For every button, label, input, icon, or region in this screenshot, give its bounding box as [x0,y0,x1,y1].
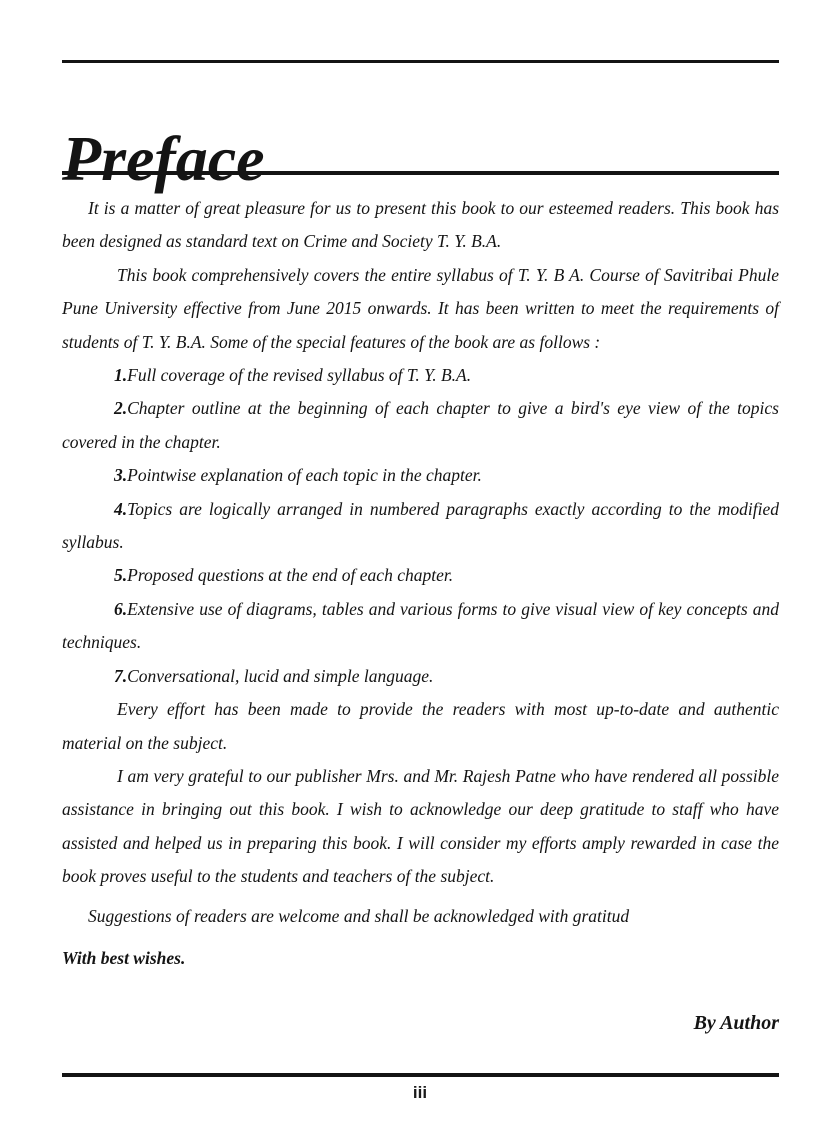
page-number: iii [412,1083,428,1102]
title-underline-rule [62,171,779,175]
list-item-number: 6. [114,598,128,619]
feature-list-item: 5.Proposed questions at the end of each chapter. [62,559,779,592]
top-rule [62,60,779,63]
preface-paragraph: It is a matter of great pleasure for us to present this book to our esteemed readers. This book has been designed as standard text on Crime and Society T. Y. B.A. [62,198,779,252]
list-item-number: 3. [114,465,128,486]
page-title: Preface [62,122,265,194]
list-item-number: 4. [114,498,128,519]
preface-paragraph: Suggestions of readers are welcome and shall be acknowledged with gratitud [88,905,630,926]
feature-list-item: 7.Conversational, lucid and simple language. [62,660,779,693]
preface-paragraph: Every effort has been made to provide the readers with most up-to-date and authentic material on the subject. [62,699,779,753]
preface-paragraph: I am very grateful to our publisher Mrs. and Mr. Rajesh Patne who have rendered all possible assistance in bringing out this book. I wish to acknowledge our deep gratitude to staff who have assisted and helped us in preparing this book. I will consider my efforts amply rewarded in case the book proves useful to the students and teachers of the subject. [62,765,779,887]
list-item-number: 1. [114,365,128,386]
feature-list-item: 2.Chapter outline at the beginning of each chapter to give a bird's eye view of the topics covered in the chapter. [62,392,779,459]
list-item-number: 5. [114,565,128,586]
feature-list-item: 3.Pointwise explanation of each topic in the chapter. [62,459,779,492]
preface-paragraph: This book comprehensively covers the entire syllabus of T. Y. B A. Course of Savitribai Phule Pune University effective from June 2015 onwards. It has been written to meet the requirements of students of T. Y. B.A. Some of the special features of the book are as follows : [62,264,779,352]
footer-rule [62,1073,779,1077]
list-item-number: 7. [114,665,128,686]
preface-body [62,192,779,975]
feature-list-item: 6.Extensive use of diagrams, tables and various forms to give visual view of key concepts and techniques. [62,593,779,660]
preface-paragraph: With best wishes. [62,947,186,968]
author-byline: By Author [693,1012,779,1034]
feature-list-item: 1.Full coverage of the revised syllabus of T. Y. B.A. [62,359,779,392]
list-item-number: 2. [114,398,128,419]
feature-list-item: 4.Topics are logically arranged in numbered paragraphs exactly according to the modified syllabus. [62,493,779,560]
